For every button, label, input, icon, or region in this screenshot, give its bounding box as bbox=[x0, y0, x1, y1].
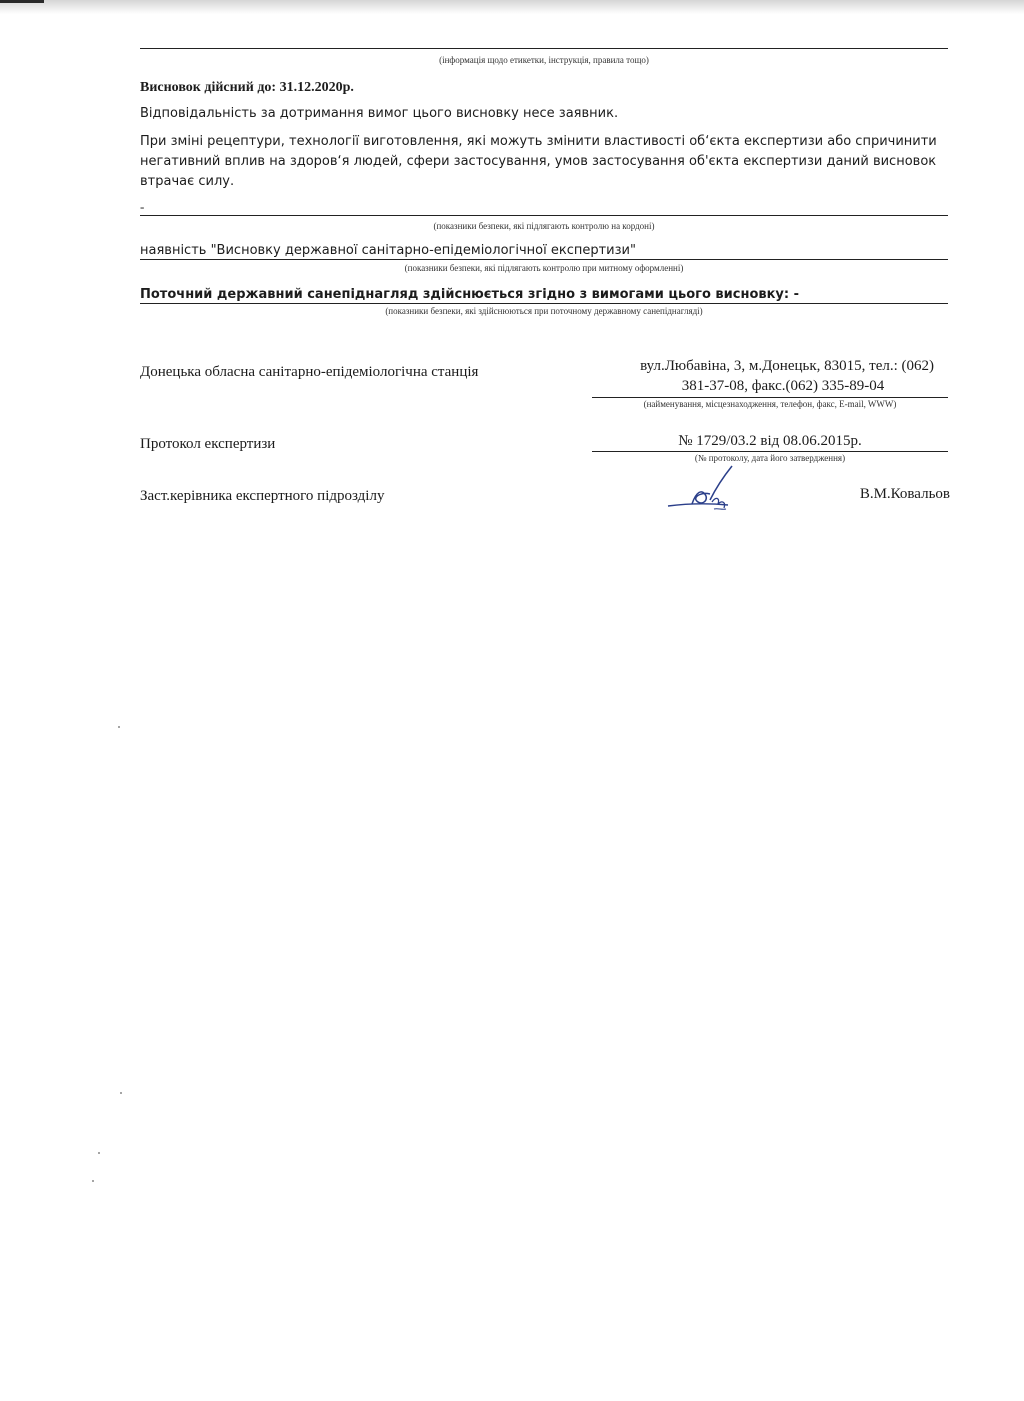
protocol-caption: (№ протоколу, дата його затвердження) bbox=[694, 453, 846, 463]
protocol-label: Протокол експертизи bbox=[140, 436, 276, 452]
current-supervision-caption: (показники безпеки, які здійснюються при поточному державному санепіднагляді) bbox=[385, 306, 703, 316]
scan-speck bbox=[92, 1180, 94, 1182]
protocol-number: № 1729/03.2 від 08.06.2015р. bbox=[592, 432, 948, 452]
protocol-block bbox=[592, 432, 948, 464]
border-control-caption: (показники безпеки, які підлягають контролю на кордоні) bbox=[433, 221, 655, 231]
scan-speck bbox=[120, 1092, 122, 1094]
organization-name: Донецька обласна санітарно-епідеміологічна станція bbox=[140, 364, 479, 380]
border-control-field: - bbox=[140, 200, 948, 216]
signatory-name: В.М.Ковальов bbox=[859, 486, 950, 502]
scan-speck bbox=[118, 726, 120, 728]
validity-statement: Висновок дійсний до: 31.12.2020р. bbox=[140, 80, 354, 95]
current-supervision-field: Поточний державний санепіднагляд здійснюється згідно з вимогами цього висновку: - bbox=[140, 286, 948, 304]
customs-control-caption: (показники безпеки, які підлягають контролю при митному оформленні) bbox=[404, 263, 684, 273]
scan-edge-shadow bbox=[0, 0, 1024, 14]
organization-address-block bbox=[592, 356, 948, 410]
address-line-2: 381-37-08, факс.(062) 335-89-04 bbox=[681, 378, 885, 394]
label-info-line bbox=[140, 48, 948, 49]
organization-caption: (найменування, місцезнаходження, телефон, факс, E-mail, WWW) bbox=[643, 399, 897, 409]
handwritten-signature-icon bbox=[666, 462, 738, 514]
signatory-position: Заст.керівника експертного підрозділу bbox=[140, 488, 385, 504]
customs-control-field: наявність "Висновку державної санітарно-епідеміологічної експертизи" bbox=[140, 242, 948, 260]
address-line-1: вул.Любавіна, 3, м.Донецьк, 83015, тел.: (062) bbox=[640, 358, 934, 374]
change-notice: При зміні рецептури, технології виготовлення, які можуть змінити властивості об‘єкта експертизи або спричинити негативний вплив на здоров‘я людей, сфери застосування, умов застосування об'єкта експертизи даний висновок втрачає силу. bbox=[140, 134, 937, 189]
responsibility-statement: Відповідальність за дотримання вимог цього висновку несе заявник. bbox=[140, 106, 619, 121]
scan-corner-mark bbox=[0, 0, 44, 3]
label-info-caption: (інформація щодо етикетки, інструкція, правила тощо) bbox=[439, 55, 649, 65]
organization-address bbox=[592, 356, 948, 398]
scan-speck bbox=[98, 1152, 100, 1154]
